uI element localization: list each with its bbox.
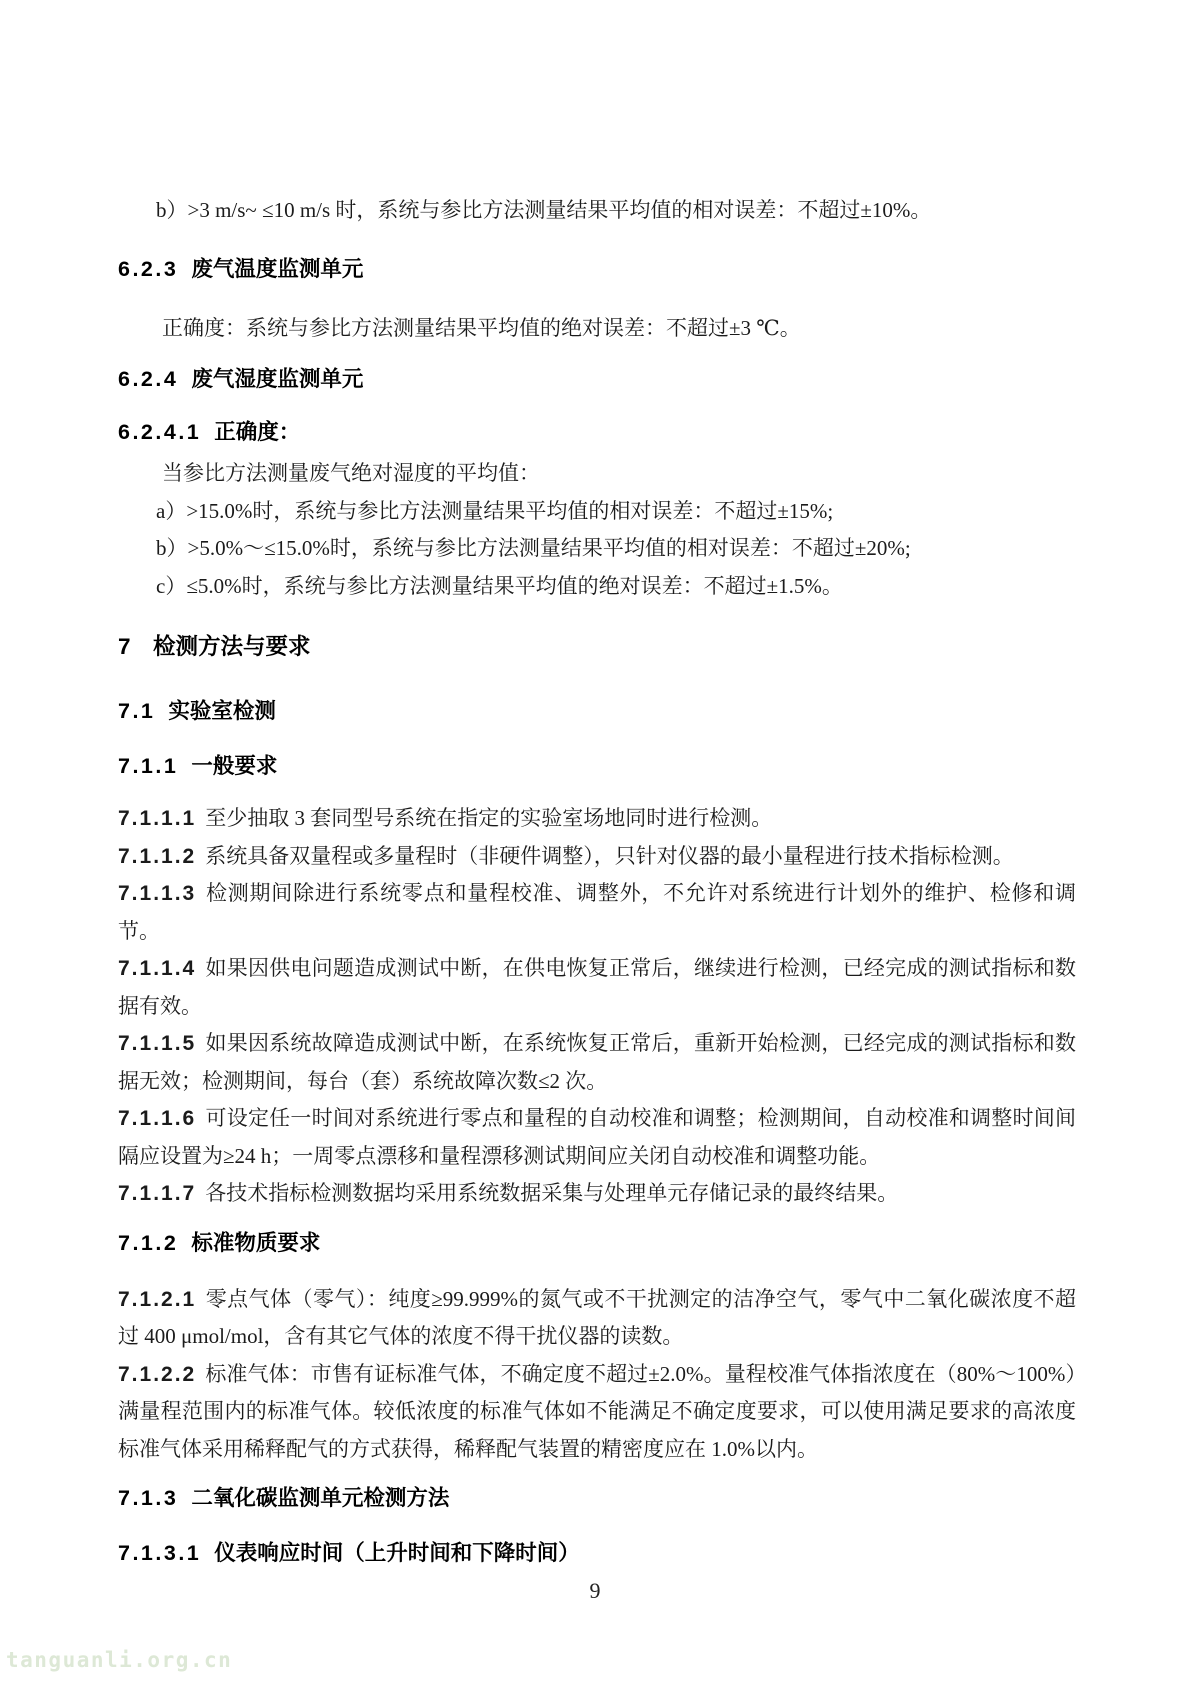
- paragraph-number: 7.1.1.1: [118, 807, 197, 830]
- paragraph-text: 可设定任一时间对系统进行零点和量程的自动校准和调整；检测期间，自动校准和调整时间间隔应设置为≥24 h；一周零点漂移和量程漂移测试期间应关闭自动校准和调整功能。: [118, 1106, 1076, 1168]
- section-heading-7-1: [118, 697, 1076, 725]
- paragraph-text: 各技术指标检测数据均采用系统数据采集与处理单元存储记录的最终结果。: [205, 1181, 899, 1205]
- section-heading-7-1-2: [118, 1229, 1076, 1257]
- numbered-paragraph: [118, 950, 1076, 1025]
- section-number: 6.2.4.1: [118, 420, 202, 444]
- numbered-paragraph: [118, 1356, 1076, 1469]
- section-heading-7-1-3-1: [118, 1539, 1076, 1567]
- paragraph-number: 7.1.1.2: [118, 844, 197, 868]
- paragraph-number: 7.1.1.3: [118, 882, 197, 905]
- paragraph-number: 7.1.1.7: [118, 1182, 197, 1205]
- paragraph-text: 零点气体（零气）：纯度≥99.999%的氮气或不干扰测定的洁净空气，零气中二氧化碳浓度不超过 400 μmol/mol，含有其它气体的浓度不得干扰仪器的读数。: [118, 1286, 1076, 1348]
- section-heading-6-2-3: [118, 255, 1076, 283]
- list-item: b）>5.0%～≤15.0%时，系统与参比方法测量结果平均值的相对误差：不超过±20%;: [156, 536, 911, 560]
- numbered-paragraph: [118, 1175, 1076, 1213]
- section-title: 仪表响应时间（上升时间和下降时间）: [214, 1541, 580, 1565]
- paragraph-text: 如果因系统故障造成测试中断，在系统恢复正常后，重新开始检测，已经完成的测试指标和数据无效；检测期间，每台（套）系统故障次数≤2 次。: [118, 1031, 1076, 1093]
- section-heading-7-1-3: [118, 1484, 1076, 1512]
- section-heading-7-1-1: [118, 752, 1076, 780]
- page-number: 9: [589, 1578, 601, 1603]
- numbered-paragraph: [118, 1100, 1076, 1175]
- numbered-paragraph: [118, 1025, 1076, 1100]
- section-number: 7.1.3: [118, 1486, 179, 1510]
- paragraph-text: 系统具备双量程或多量程时（非硬件调整），只针对仪器的最小量程进行技术指标检测。: [205, 843, 1014, 868]
- paragraph-text: 至少抽取 3 套同型号系统在指定的实验室场地同时进行检测。: [205, 806, 773, 830]
- section-title: 实验室检测: [168, 699, 276, 723]
- list-item: c）≤5.0%时，系统与参比方法测量结果平均值的绝对误差：不超过±1.5%。: [156, 573, 843, 598]
- list-item: b）>3 m/s~ ≤10 m/s 时，系统与参比方法测量结果平均值的相对误差：不超过±10%。: [156, 198, 932, 222]
- section-number: 7.1: [118, 699, 156, 723]
- paragraph-text: 如果因供电问题造成测试中断，在供电恢复正常后，继续进行检测，已经完成的测试指标和数据有效。: [118, 956, 1076, 1018]
- chapter-title: 检测方法与要求: [153, 634, 311, 659]
- paragraph: 正确度：系统与参比方法测量结果平均值的绝对误差：不超过±3 ℃。: [162, 315, 801, 340]
- document-content: [118, 192, 1076, 1567]
- paragraph-number: 7.1.1.4: [118, 957, 197, 980]
- paragraph-text: 检测期间除进行系统零点和量程校准、调整外，不允许对系统进行计划外的维护、检修和调节。: [118, 881, 1076, 943]
- paragraph-number: 7.1.2.1: [118, 1287, 197, 1311]
- paragraph-text: 标准气体：市售有证标准气体，不确定度不超过±2.0%。量程校准气体指浓度在（80%～100%）满量程范围内的标准气体。较低浓度的标准气体如不能满足不确定度要求，可以使用满足要求的高浓度标准气体采用稀释配气的方式获得，稀释配气装置的精密度应在 1.0%以内。: [118, 1361, 1076, 1461]
- paragraph-number: 7.1.1.5: [118, 1032, 197, 1055]
- section-title: 标准物质要求: [191, 1230, 321, 1255]
- numbered-paragraph: [118, 875, 1076, 950]
- section-title: 废气湿度监测单元: [191, 367, 364, 391]
- section-title: 正确度：: [214, 420, 301, 444]
- section-heading-6-2-4-1: [118, 418, 1076, 446]
- section-title: 废气温度监测单元: [191, 256, 364, 281]
- chapter-heading-7: [118, 632, 1076, 662]
- numbered-paragraph: [118, 800, 1076, 838]
- section-title: 二氧化碳监测单元检测方法: [191, 1486, 450, 1510]
- section-number: 7.1.3.1: [118, 1541, 202, 1565]
- paragraph-number: 7.1.2.2: [118, 1362, 197, 1386]
- section-number: 7.1.2: [118, 1230, 179, 1255]
- numbered-paragraph: [118, 1281, 1076, 1356]
- section-number: 6.2.3: [118, 256, 179, 281]
- section-heading-6-2-4: [118, 365, 1076, 393]
- chapter-number: 7: [118, 634, 134, 659]
- section-number: 6.2.4: [118, 367, 179, 391]
- paragraph-number: 7.1.1.6: [118, 1107, 197, 1130]
- section-title: 一般要求: [191, 754, 278, 778]
- paragraph: 当参比方法测量废气绝对湿度的平均值：: [162, 461, 540, 485]
- numbered-paragraph: [118, 838, 1076, 876]
- list-item: a）>15.0%时，系统与参比方法测量结果平均值的相对误差：不超过±15%;: [156, 498, 834, 523]
- section-number: 7.1.1: [118, 754, 179, 778]
- watermark: tanguanli.org.cn: [6, 1648, 233, 1672]
